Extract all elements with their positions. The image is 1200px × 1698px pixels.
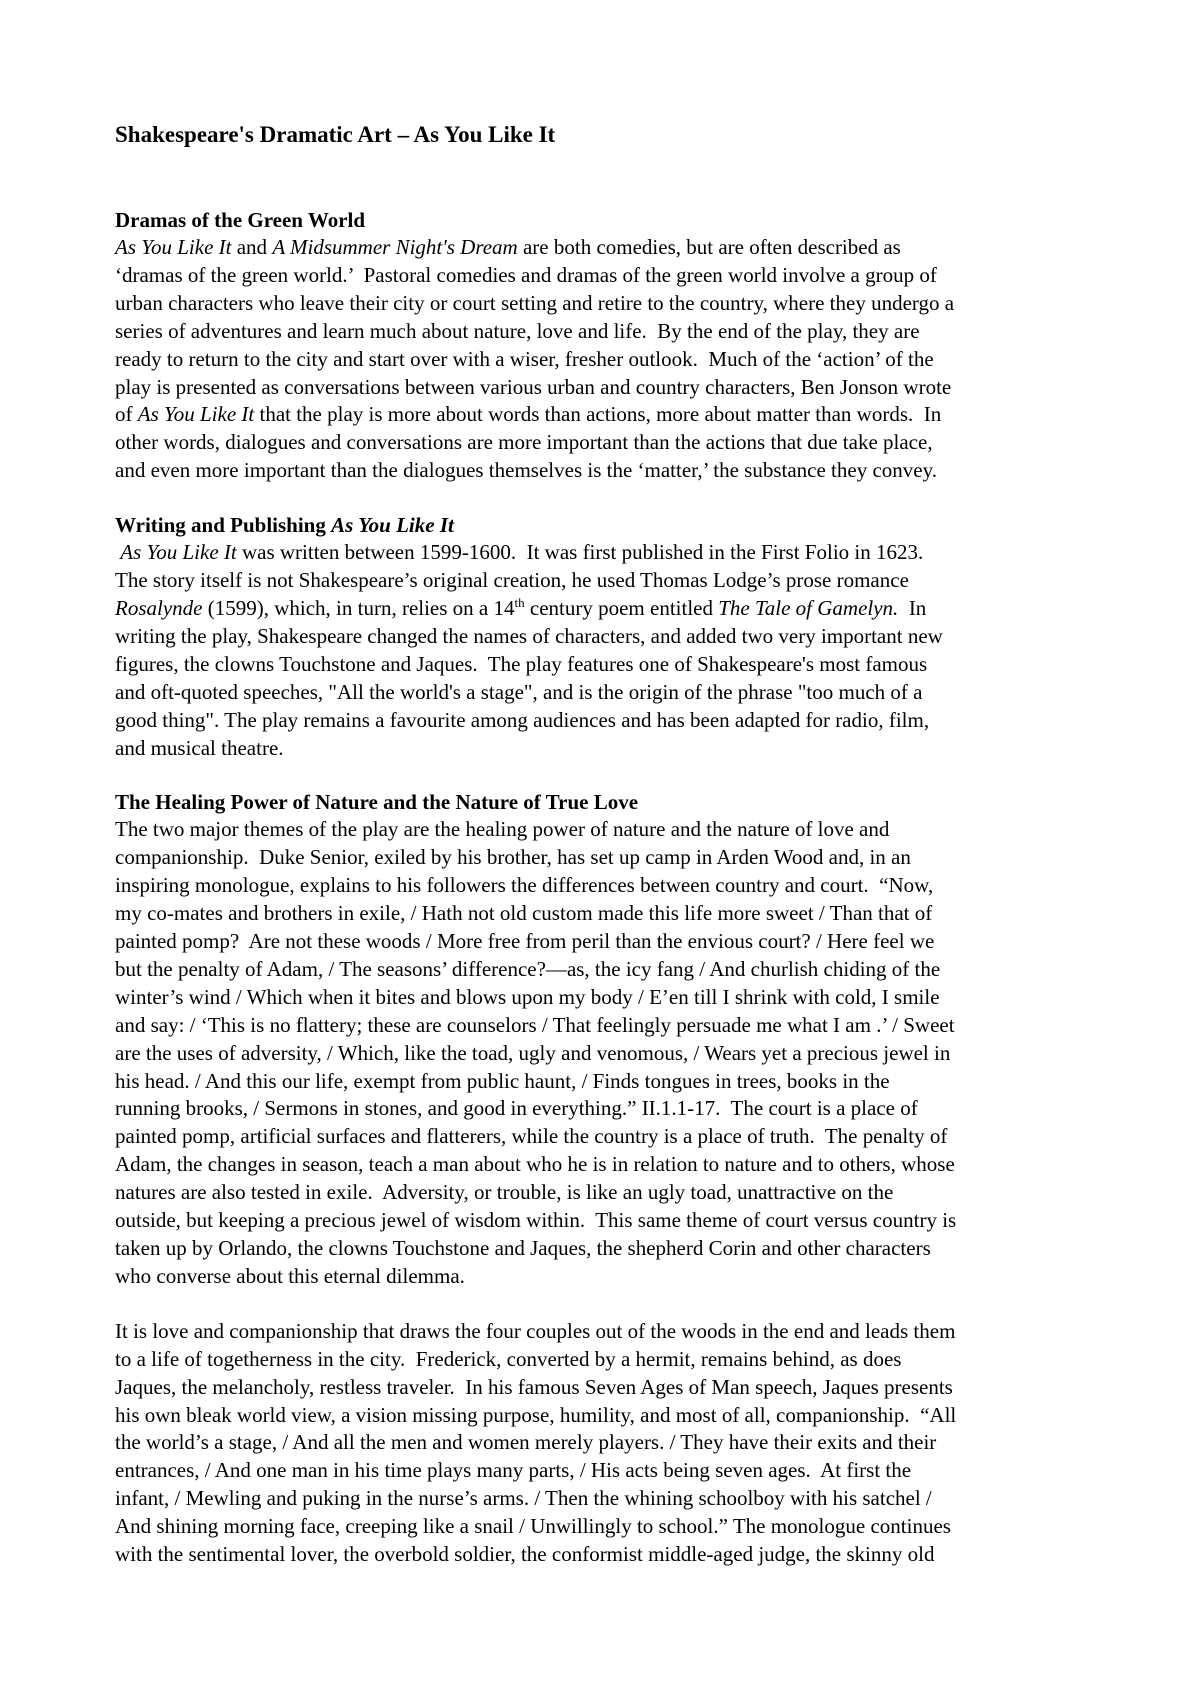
text-line bbox=[115, 651, 1100, 679]
text-run: century poem entitled bbox=[524, 595, 719, 620]
text-line bbox=[115, 429, 1100, 457]
section bbox=[115, 788, 1100, 1569]
text-line bbox=[115, 1346, 1100, 1374]
text-run: running brooks, / Sermons in stones, and good in everything.” II.1.1-17. The court is a place of bbox=[115, 1096, 918, 1121]
text-line bbox=[115, 679, 1100, 707]
text-line bbox=[115, 1012, 1100, 1040]
text-run: writing the play, Shakespeare changed the names of characters, and added two very important new bbox=[115, 623, 943, 648]
text-line bbox=[115, 928, 1100, 956]
text-run: good thing". The play remains a favourite among audiences and has been adapted for radio, film, bbox=[115, 707, 930, 732]
text-line bbox=[115, 1318, 1100, 1346]
text-run: entrances, / And one man in his time plays many parts, / His acts being seven ages. At first the bbox=[115, 1458, 912, 1483]
text-run: painted pomp? Are not these woods / More free from peril than the envious court? / Here feel we bbox=[115, 929, 935, 954]
text-line bbox=[115, 1402, 1100, 1430]
italic-title-text: Rosalynde bbox=[115, 595, 203, 620]
text-run: other words, dialogues and conversations are more important than the actions that due take place, bbox=[115, 430, 933, 455]
text-run: and oft-quoted speeches, "All the world's a stage", and is the origin of the phrase "too much of a bbox=[115, 679, 923, 704]
text-line bbox=[115, 1207, 1100, 1235]
italic-title-text: As You Like It bbox=[137, 402, 255, 427]
section bbox=[115, 511, 1100, 762]
section-heading bbox=[115, 788, 1100, 816]
superscript-text: th bbox=[514, 594, 525, 610]
section-heading bbox=[115, 206, 1100, 234]
text-line bbox=[115, 735, 1100, 763]
text-run: And shining morning face, creeping like a snail / Unwillingly to school.” The monologue continues bbox=[115, 1514, 951, 1539]
body-paragraph bbox=[115, 1318, 1100, 1569]
text-run: and bbox=[231, 235, 273, 259]
text-line bbox=[115, 844, 1100, 872]
text-run: In bbox=[898, 595, 927, 620]
italic-title-text: As You Like It bbox=[120, 540, 237, 565]
text-line bbox=[115, 567, 1100, 595]
section-heading-text: Writing and Publishing bbox=[115, 513, 332, 538]
text-line bbox=[115, 1235, 1100, 1263]
text-run: of bbox=[115, 402, 138, 427]
text-line bbox=[115, 595, 1100, 623]
text-run: was written between 1599-1600. It was first published in the First Folio in 1623. bbox=[236, 540, 924, 565]
text-line bbox=[115, 262, 1100, 290]
text-run: are the uses of adversity, / Which, like the toad, ugly and venomous, / Wears yet a precious jewel in bbox=[115, 1040, 951, 1065]
text-run: natures are also tested in exile. Adversity, or trouble, is like an ugly toad, unattractive on the bbox=[115, 1180, 894, 1205]
text-run: urban characters who leave their city or court setting and retire to the country, where they undergo a bbox=[115, 290, 955, 315]
text-run: The story itself is not Shakespeare’s original creation, he used Thomas Lodge’s prose romance bbox=[115, 568, 909, 593]
text-run: series of adventures and learn much about nature, love and life. By the end of the play, they are bbox=[115, 318, 920, 343]
text-line bbox=[115, 900, 1100, 928]
text-line bbox=[115, 1095, 1100, 1123]
text-line bbox=[115, 816, 1100, 844]
text-run: with the sentimental lover, the overbold soldier, the conformist middle-aged judge, the skinny old bbox=[115, 1542, 935, 1567]
text-line bbox=[115, 1068, 1100, 1096]
text-line bbox=[115, 1040, 1100, 1068]
text-line bbox=[115, 1123, 1100, 1151]
section-heading-text: Dramas of the Green World bbox=[115, 208, 366, 232]
text-run: painted pomp, artificial surfaces and flatterers, while the country is a place of truth. The penalty of bbox=[115, 1124, 948, 1149]
text-run: companionship. Duke Senior, exiled by his brother, has set up camp in Arden Wood and, in an bbox=[115, 845, 911, 870]
text-run: Jaques, the melancholy, restless traveler. In his famous Seven Ages of Man speech, Jaques presents bbox=[115, 1374, 953, 1399]
text-line bbox=[115, 1429, 1100, 1457]
text-line bbox=[115, 1485, 1100, 1513]
text-run: his own bleak world view, a vision missing purpose, humility, and most of all, companionship. “All bbox=[115, 1402, 957, 1427]
text-run: but the penalty of Adam, / The seasons’ difference?—as, the icy fang / And churlish chiding of the bbox=[115, 956, 941, 981]
text-run: figures, the clowns Touchstone and Jaques. The play features one of Shakespeare's most famous bbox=[115, 651, 928, 676]
text-line bbox=[115, 1374, 1100, 1402]
document-body bbox=[115, 206, 1100, 1569]
text-line bbox=[115, 401, 1100, 429]
text-line bbox=[115, 539, 1100, 567]
text-run: and say: / ‘This is no flattery; these are counselors / That feelingly persuade me what I am .’ / Sweet bbox=[115, 1012, 955, 1037]
text-run: to a life of togetherness in the city. Frederick, converted by a hermit, remains behind, as does bbox=[115, 1346, 902, 1371]
text-run: ready to return to the city and start over with a wiser, fresher outlook. Much of the ‘action’ of the bbox=[115, 346, 934, 371]
text-line bbox=[115, 457, 1100, 485]
text-line bbox=[115, 1263, 1100, 1291]
text-run: his head. / And this our life, exempt from public haunt, / Finds tongues in trees, books in the bbox=[115, 1068, 890, 1093]
text-line bbox=[115, 872, 1100, 900]
text-run: (1599), which, in turn, relies on a 14 bbox=[202, 595, 515, 620]
text-run: taken up by Orlando, the clowns Touchstone and Jaques, the shepherd Corin and other characters bbox=[115, 1236, 931, 1260]
text-line bbox=[115, 707, 1100, 735]
text-run: that the play is more about words than actions, more about matter than words. In bbox=[254, 402, 942, 427]
text-line bbox=[115, 1541, 1100, 1569]
section bbox=[115, 206, 1100, 485]
text-line bbox=[115, 1179, 1100, 1207]
text-line bbox=[115, 984, 1100, 1012]
section-heading-italic: As You Like It bbox=[331, 513, 454, 538]
text-run: winter’s wind / Which when it bites and blows upon my body / E’en till I shrink with cold, I smile bbox=[115, 984, 940, 1009]
body-paragraph bbox=[115, 539, 1100, 762]
text-run: The two major themes of the play are the healing power of nature and the nature of love and bbox=[115, 817, 890, 842]
italic-title-text: A Midsummer Night's Dream bbox=[272, 235, 518, 259]
text-run: ‘dramas of the green world.’ Pastoral comedies and dramas of the green world involve a group of bbox=[115, 262, 937, 287]
body-paragraph bbox=[115, 816, 1100, 1290]
text-run: the world’s a stage, / And all the men and women merely players. / They have their exits and their bbox=[115, 1430, 937, 1455]
text-line bbox=[115, 1457, 1100, 1485]
text-line bbox=[115, 234, 1100, 262]
text-run: who converse about this eternal dilemma. bbox=[115, 1263, 465, 1288]
text-run: inspiring monologue, explains to his followers the differences between country and court. “Now, bbox=[115, 873, 934, 898]
text-line bbox=[115, 374, 1100, 402]
text-run: and even more important than the dialogues themselves is the ‘matter,’ the substance they convey. bbox=[115, 458, 937, 483]
text-line bbox=[115, 1513, 1100, 1541]
text-run: infant, / Mewling and puking in the nurse’s arms. / Then the whining schoolboy with his satchel / bbox=[115, 1486, 932, 1511]
body-paragraph bbox=[115, 234, 1100, 485]
text-line bbox=[115, 1151, 1100, 1179]
text-line bbox=[115, 318, 1100, 346]
text-run: It is love and companionship that draws the four couples out of the woods in the end and leads them bbox=[115, 1318, 956, 1343]
italic-title-text: The Tale of Gamelyn. bbox=[718, 595, 899, 620]
italic-title-text: As You Like It bbox=[115, 235, 232, 259]
text-run: my co-mates and brothers in exile, / Hath not old custom made this life more sweet / Than that of bbox=[115, 901, 933, 926]
text-run: play is presented as conversations between various urban and country characters, Ben Jonson wrote bbox=[115, 374, 952, 399]
document-title: Shakespeare's Dramatic Art – As You Like It bbox=[115, 122, 556, 147]
text-line bbox=[115, 346, 1100, 374]
section-heading-text: The Healing Power of Nature and the Nature of True Love bbox=[115, 790, 639, 815]
text-run: Adam, the changes in season, teach a man about who he is in relation to nature and to others, whose bbox=[115, 1152, 955, 1177]
section-heading bbox=[115, 511, 1100, 539]
text-run: are both comedies, but are often described as bbox=[517, 235, 901, 259]
text-line bbox=[115, 956, 1100, 984]
text-run: and musical theatre. bbox=[115, 735, 284, 760]
text-line bbox=[115, 290, 1100, 318]
text-run: outside, but keeping a precious jewel of wisdom within. This same theme of court versus country is bbox=[115, 1208, 957, 1233]
text-line bbox=[115, 623, 1100, 651]
